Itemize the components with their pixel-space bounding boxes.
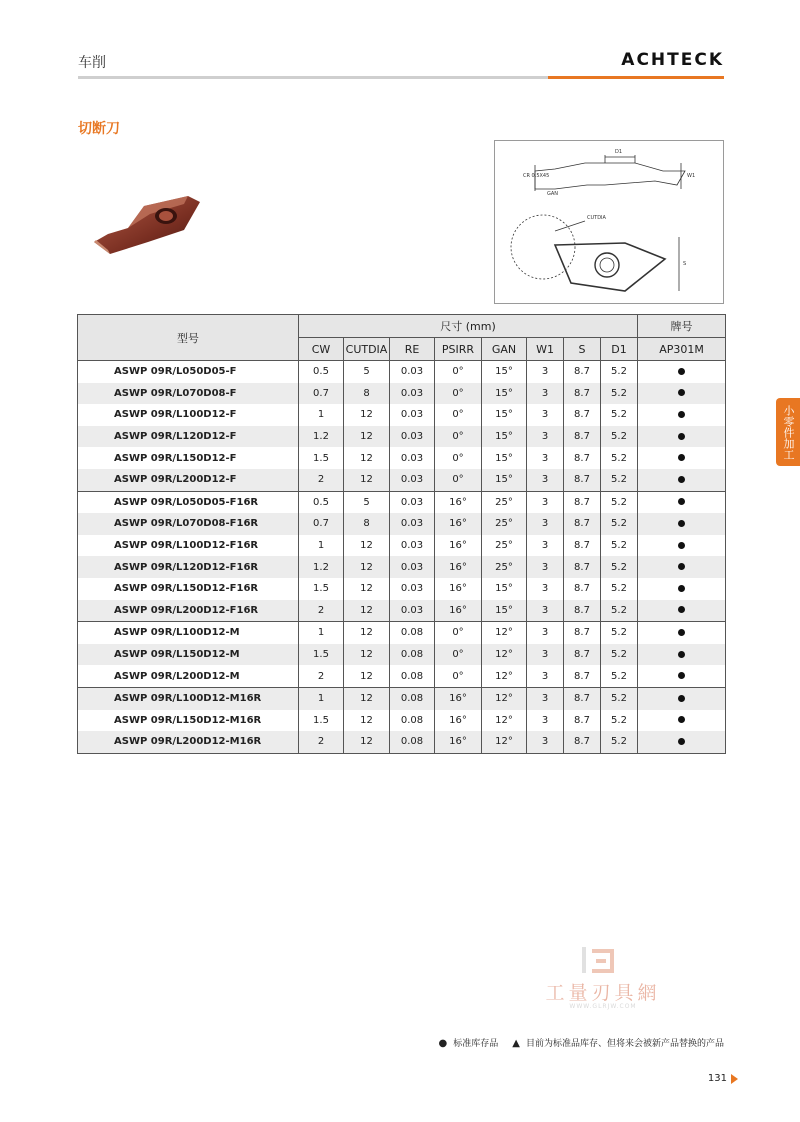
cell-cw: 1 — [299, 404, 344, 426]
header-accent-bar — [548, 76, 724, 79]
cell-cutdia: 12 — [344, 622, 390, 644]
cell-psirr: 0° — [435, 622, 482, 644]
cell-d1: 5.2 — [601, 447, 638, 469]
col-header-psirr: PSIRR — [435, 338, 482, 361]
cell-grade-availability — [638, 447, 726, 469]
cell-psirr: 16° — [435, 491, 482, 513]
cell-grade-availability — [638, 426, 726, 448]
legend-replace-symbol: ▲ — [512, 1038, 520, 1049]
table-row — [78, 426, 726, 448]
cell-w1: 3 — [527, 447, 564, 469]
cell-cw: 1 — [299, 687, 344, 709]
table-row — [78, 404, 726, 426]
brand-logo: ACHTECK — [621, 50, 724, 70]
table-row — [78, 383, 726, 405]
legend-stock-symbol: ● — [438, 1038, 448, 1049]
cell-s: 8.7 — [564, 383, 601, 405]
cell-d1: 5.2 — [601, 469, 638, 491]
stock-dot-icon — [678, 585, 685, 592]
cell-model: ASWP 09R/L150D12-M16R — [78, 710, 299, 732]
cell-cw: 1 — [299, 622, 344, 644]
cell-cutdia: 12 — [344, 665, 390, 687]
col-header-cutdia: CUTDIA — [344, 338, 390, 361]
legend-stock-label: 标准库存品 — [453, 1039, 499, 1049]
cell-psirr: 16° — [435, 578, 482, 600]
cell-cw: 1.5 — [299, 578, 344, 600]
legend-stock — [439, 1036, 499, 1049]
cell-s: 8.7 — [564, 513, 601, 535]
page-number — [708, 1073, 738, 1084]
cell-gan: 25° — [482, 513, 527, 535]
cell-re: 0.03 — [390, 535, 435, 557]
cell-cw: 1.5 — [299, 447, 344, 469]
cell-w1: 3 — [527, 578, 564, 600]
stock-dot-icon — [678, 651, 685, 658]
watermark — [538, 945, 668, 1020]
cell-gan: 15° — [482, 361, 527, 383]
cell-d1: 5.2 — [601, 404, 638, 426]
cell-cw: 1.5 — [299, 710, 344, 732]
cell-psirr: 0° — [435, 361, 482, 383]
table-row — [78, 513, 726, 535]
table-row — [78, 731, 726, 753]
cell-grade-availability — [638, 404, 726, 426]
legend-replace — [512, 1036, 724, 1049]
cell-s: 8.7 — [564, 665, 601, 687]
cell-gan: 15° — [482, 383, 527, 405]
legend — [439, 1036, 724, 1049]
cell-model: ASWP 09R/L200D12-M16R — [78, 731, 299, 753]
cell-cutdia: 12 — [344, 556, 390, 578]
cell-cutdia: 12 — [344, 578, 390, 600]
cell-cw: 0.7 — [299, 383, 344, 405]
col-header-w1: W1 — [527, 338, 564, 361]
cell-re: 0.03 — [390, 404, 435, 426]
header-category: 车削 — [78, 55, 106, 71]
cell-psirr: 0° — [435, 404, 482, 426]
cell-cutdia: 12 — [344, 687, 390, 709]
cell-w1: 3 — [527, 513, 564, 535]
cell-model: ASWP 09R/L100D12-M — [78, 622, 299, 644]
stock-dot-icon — [678, 738, 685, 745]
table-row — [78, 600, 726, 622]
cell-re: 0.08 — [390, 622, 435, 644]
cell-w1: 3 — [527, 665, 564, 687]
cell-model: ASWP 09R/L070D08-F — [78, 383, 299, 405]
table-row — [78, 556, 726, 578]
col-header-s: S — [564, 338, 601, 361]
cell-gan: 15° — [482, 447, 527, 469]
col-header-grade-ap301m: AP301M — [638, 338, 726, 361]
cell-cutdia: 12 — [344, 600, 390, 622]
stock-dot-icon — [678, 695, 685, 702]
cell-psirr: 16° — [435, 687, 482, 709]
cell-psirr: 0° — [435, 447, 482, 469]
cell-model: ASWP 09R/L200D12-M — [78, 665, 299, 687]
cell-cutdia: 12 — [344, 426, 390, 448]
section-title: 切断刀 — [78, 121, 120, 137]
stock-dot-icon — [678, 672, 685, 679]
cell-grade-availability — [638, 469, 726, 491]
cell-model: ASWP 09R/L070D08-F16R — [78, 513, 299, 535]
cell-s: 8.7 — [564, 491, 601, 513]
cell-s: 8.7 — [564, 578, 601, 600]
table-row — [78, 491, 726, 513]
cell-w1: 3 — [527, 731, 564, 753]
cell-gan: 15° — [482, 404, 527, 426]
table-row — [78, 361, 726, 383]
table-row — [78, 535, 726, 557]
cell-w1: 3 — [527, 622, 564, 644]
cell-gan: 12° — [482, 622, 527, 644]
stock-dot-icon — [678, 520, 685, 527]
stock-dot-icon — [678, 433, 685, 440]
cell-model: ASWP 09R/L150D12-F16R — [78, 578, 299, 600]
col-header-grade: 牌号 — [638, 315, 726, 338]
stock-dot-icon — [678, 476, 685, 483]
cell-cw: 0.7 — [299, 513, 344, 535]
cell-re: 0.03 — [390, 513, 435, 535]
cell-grade-availability — [638, 687, 726, 709]
spec-table — [77, 314, 726, 754]
cell-cw: 1 — [299, 535, 344, 557]
cell-grade-availability — [638, 383, 726, 405]
cell-s: 8.7 — [564, 426, 601, 448]
cell-psirr: 16° — [435, 535, 482, 557]
cell-psirr: 0° — [435, 383, 482, 405]
cell-re: 0.03 — [390, 361, 435, 383]
cell-psirr: 0° — [435, 426, 482, 448]
cell-grade-availability — [638, 513, 726, 535]
cell-cutdia: 12 — [344, 404, 390, 426]
cell-re: 0.08 — [390, 644, 435, 666]
cell-re: 0.03 — [390, 469, 435, 491]
cell-psirr: 0° — [435, 469, 482, 491]
cell-psirr: 16° — [435, 710, 482, 732]
cell-gan: 25° — [482, 491, 527, 513]
cell-grade-availability — [638, 578, 726, 600]
stock-dot-icon — [678, 542, 685, 549]
dim-w1-label: W1 — [687, 173, 696, 179]
dim-re-label: CR 0.5X45 — [523, 173, 550, 179]
cell-cutdia: 8 — [344, 513, 390, 535]
table-row — [78, 687, 726, 709]
cell-model: ASWP 09R/L150D12-F — [78, 447, 299, 469]
cell-re: 0.03 — [390, 556, 435, 578]
cell-re: 0.03 — [390, 383, 435, 405]
col-header-dimensions: 尺寸 (mm) — [299, 315, 638, 338]
cell-d1: 5.2 — [601, 665, 638, 687]
cell-gan: 25° — [482, 535, 527, 557]
cell-d1: 5.2 — [601, 426, 638, 448]
cell-s: 8.7 — [564, 622, 601, 644]
cell-cw: 1.5 — [299, 644, 344, 666]
cell-gan: 12° — [482, 665, 527, 687]
cell-psirr: 0° — [435, 665, 482, 687]
cell-re: 0.08 — [390, 687, 435, 709]
cell-re: 0.03 — [390, 578, 435, 600]
technical-drawing — [494, 140, 724, 304]
cell-s: 8.7 — [564, 556, 601, 578]
cell-w1: 3 — [527, 600, 564, 622]
dim-s-label: S — [683, 261, 687, 267]
cell-d1: 5.2 — [601, 600, 638, 622]
cell-re: 0.08 — [390, 731, 435, 753]
next-arrow-icon — [731, 1074, 738, 1084]
header-divider — [78, 76, 548, 79]
cell-cw: 1.2 — [299, 426, 344, 448]
cell-s: 8.7 — [564, 644, 601, 666]
cell-s: 8.7 — [564, 600, 601, 622]
cell-grade-availability — [638, 361, 726, 383]
cell-s: 8.7 — [564, 535, 601, 557]
cell-cutdia: 12 — [344, 644, 390, 666]
cell-grade-availability — [638, 491, 726, 513]
cell-gan: 15° — [482, 578, 527, 600]
col-header-d1: D1 — [601, 338, 638, 361]
cell-model: ASWP 09R/L100D12-F16R — [78, 535, 299, 557]
table-row — [78, 469, 726, 491]
cell-d1: 5.2 — [601, 578, 638, 600]
cell-model: ASWP 09R/L050D05-F — [78, 361, 299, 383]
cell-w1: 3 — [527, 404, 564, 426]
table-row — [78, 710, 726, 732]
cell-model: ASWP 09R/L100D12-F — [78, 404, 299, 426]
watermark-text: 工量刃具網 — [545, 982, 661, 1004]
cell-d1: 5.2 — [601, 361, 638, 383]
cell-cw: 0.5 — [299, 361, 344, 383]
stock-dot-icon — [678, 629, 685, 636]
cell-cutdia: 12 — [344, 447, 390, 469]
cell-re: 0.03 — [390, 600, 435, 622]
cell-model: ASWP 09R/L100D12-M16R — [78, 687, 299, 709]
cell-model: ASWP 09R/L120D12-F16R — [78, 556, 299, 578]
cell-d1: 5.2 — [601, 513, 638, 535]
cell-psirr: 16° — [435, 556, 482, 578]
cell-cutdia: 5 — [344, 491, 390, 513]
cell-grade-availability — [638, 535, 726, 557]
dim-cutdia-label: CUTDIA — [587, 215, 606, 221]
insert-photo — [88, 190, 208, 262]
col-header-model: 型号 — [78, 315, 299, 361]
cell-gan: 12° — [482, 687, 527, 709]
cell-s: 8.7 — [564, 447, 601, 469]
cell-w1: 3 — [527, 361, 564, 383]
cell-model: ASWP 09R/L150D12-M — [78, 644, 299, 666]
stock-dot-icon — [678, 606, 685, 613]
cell-w1: 3 — [527, 535, 564, 557]
cell-cw: 2 — [299, 731, 344, 753]
side-tab-small-parts[interactable]: 小零件加工 — [776, 398, 800, 466]
cell-w1: 3 — [527, 383, 564, 405]
cell-re: 0.08 — [390, 665, 435, 687]
table-row — [78, 622, 726, 644]
cell-grade-availability — [638, 556, 726, 578]
cell-re: 0.03 — [390, 447, 435, 469]
cell-w1: 3 — [527, 687, 564, 709]
cell-cw: 2 — [299, 665, 344, 687]
cell-d1: 5.2 — [601, 535, 638, 557]
stock-dot-icon — [678, 716, 685, 723]
cell-w1: 3 — [527, 426, 564, 448]
cell-d1: 5.2 — [601, 622, 638, 644]
cell-cutdia: 5 — [344, 361, 390, 383]
cell-gan: 12° — [482, 710, 527, 732]
table-row — [78, 578, 726, 600]
cell-cw: 1.2 — [299, 556, 344, 578]
stock-dot-icon — [678, 454, 685, 461]
cell-cutdia: 12 — [344, 469, 390, 491]
cell-cw: 2 — [299, 600, 344, 622]
col-header-gan: GAN — [482, 338, 527, 361]
dim-d1-label: D1 — [615, 149, 623, 155]
table-row — [78, 644, 726, 666]
cell-grade-availability — [638, 600, 726, 622]
cell-re: 0.08 — [390, 710, 435, 732]
cell-s: 8.7 — [564, 469, 601, 491]
cell-gan: 25° — [482, 556, 527, 578]
cell-d1: 5.2 — [601, 556, 638, 578]
cell-d1: 5.2 — [601, 687, 638, 709]
cell-s: 8.7 — [564, 710, 601, 732]
table-row — [78, 665, 726, 687]
cell-d1: 5.2 — [601, 731, 638, 753]
stock-dot-icon — [678, 498, 685, 505]
cell-s: 8.7 — [564, 361, 601, 383]
cell-model: ASWP 09R/L200D12-F16R — [78, 600, 299, 622]
cell-d1: 5.2 — [601, 710, 638, 732]
stock-dot-icon — [678, 368, 685, 375]
cell-model: ASWP 09R/L050D05-F16R — [78, 491, 299, 513]
cell-d1: 5.2 — [601, 383, 638, 405]
cell-gan: 15° — [482, 426, 527, 448]
page-number-text: 131 — [707, 1073, 727, 1084]
cell-d1: 5.2 — [601, 491, 638, 513]
cell-gan: 12° — [482, 731, 527, 753]
col-header-re: RE — [390, 338, 435, 361]
cell-w1: 3 — [527, 710, 564, 732]
cell-w1: 3 — [527, 491, 564, 513]
cell-cw: 0.5 — [299, 491, 344, 513]
cell-s: 8.7 — [564, 731, 601, 753]
cell-psirr: 16° — [435, 513, 482, 535]
cell-re: 0.03 — [390, 491, 435, 513]
legend-replace-label: 目前为标准品库存、但将来会被新产品替换的产品 — [525, 1039, 724, 1049]
cell-grade-availability — [638, 731, 726, 753]
stock-dot-icon — [678, 411, 685, 418]
table-row — [78, 447, 726, 469]
cell-gan: 15° — [482, 600, 527, 622]
cell-psirr: 16° — [435, 600, 482, 622]
cell-psirr: 16° — [435, 731, 482, 753]
col-header-cw: CW — [299, 338, 344, 361]
watermark-url: WWW.GLRJW.COM — [569, 1003, 637, 1010]
cell-grade-availability — [638, 644, 726, 666]
cell-w1: 3 — [527, 556, 564, 578]
cell-cutdia: 12 — [344, 731, 390, 753]
stock-dot-icon — [678, 563, 685, 570]
stock-dot-icon — [678, 389, 685, 396]
cell-gan: 12° — [482, 644, 527, 666]
watermark-logo-icon — [538, 945, 668, 979]
cell-grade-availability — [638, 665, 726, 687]
cell-cutdia: 8 — [344, 383, 390, 405]
cell-w1: 3 — [527, 469, 564, 491]
cell-re: 0.03 — [390, 426, 435, 448]
cell-w1: 3 — [527, 644, 564, 666]
cell-grade-availability — [638, 710, 726, 732]
cell-s: 8.7 — [564, 687, 601, 709]
cell-model: ASWP 09R/L120D12-F — [78, 426, 299, 448]
cell-d1: 5.2 — [601, 644, 638, 666]
cell-cutdia: 12 — [344, 535, 390, 557]
cell-gan: 15° — [482, 469, 527, 491]
dim-gan-label: GAN — [547, 191, 559, 197]
cell-cutdia: 12 — [344, 710, 390, 732]
cell-model: ASWP 09R/L200D12-F — [78, 469, 299, 491]
cell-psirr: 0° — [435, 644, 482, 666]
cell-cw: 2 — [299, 469, 344, 491]
cell-s: 8.7 — [564, 404, 601, 426]
cell-grade-availability — [638, 622, 726, 644]
